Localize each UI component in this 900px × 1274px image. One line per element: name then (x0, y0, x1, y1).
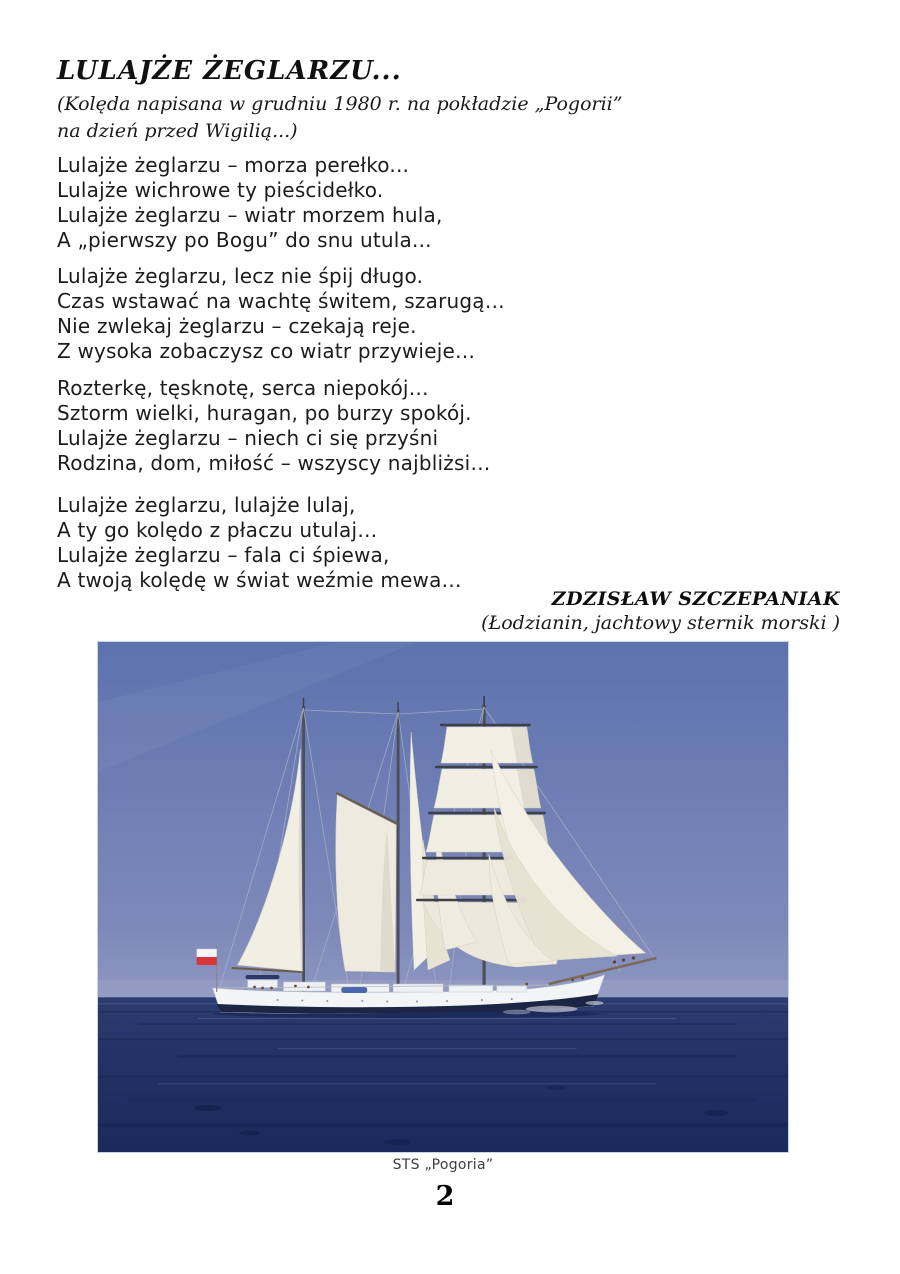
page-number: 2 (435, 1181, 455, 1212)
ship-photo (97, 641, 789, 1153)
subtitle-line-1: (Kolęda napisana w grudniu 1980 r. na pokładzie „Pogorii” (57, 93, 623, 115)
ship-photo-illustration (98, 642, 788, 1152)
poem-line: Lulajże wichrowe ty pieścidełko. (57, 178, 384, 202)
poem-line: A ty go kolędo z płaczu utulaj… (57, 518, 378, 542)
subtitle-line-2: na dzień przed Wigilią...) (57, 120, 298, 142)
author-block (481, 588, 840, 634)
poem-line: Lulajże żeglarzu, lulajże lulaj, (57, 493, 356, 517)
poem-line: Z wysoka zobaczysz co wiatr przywieje… (57, 339, 476, 363)
poem-line: Czas wstawać na wachtę świtem, szarugą… (57, 289, 505, 313)
poem-title: LULAJŻE ŻEGLARZU... (57, 56, 402, 86)
author-note: (Łodzianin, jachtowy sternik morski ) (481, 612, 840, 634)
poem-line: Rozterkę, tęsknotę, serca niepokój… (57, 376, 429, 400)
photo-caption: STS „Pogoria” (392, 1157, 494, 1173)
poem-line: Sztorm wielki, huragan, po burzy spokój. (57, 401, 472, 425)
poem-line: Lulajże żeglarzu – niech ci się przyśni (57, 426, 439, 450)
poem-line: Lulajże żeglarzu – wiatr morzem hula, (57, 203, 443, 227)
stanza-1 (57, 153, 443, 253)
stanza-4 (57, 493, 462, 593)
poem-line: Lulajże żeglarzu – fala ci śpiewa, (57, 543, 390, 567)
poem-line: Lulajże żeglarzu – morza perełko... (57, 153, 410, 177)
stanza-2 (57, 264, 505, 364)
polish-flag (197, 949, 217, 965)
poem-line: A twoją kolędę w świat weźmie mewa… (57, 568, 462, 592)
poem-line: A „pierwszy po Bogu” do snu utula... (57, 228, 432, 252)
author-name: ZDZISŁAW SZCZEPANIAK (551, 588, 840, 610)
poem-line: Lulajże żeglarzu, lecz nie śpij długo. (57, 264, 424, 288)
poem-subtitle (57, 91, 622, 145)
poem-line: Nie zwlekaj żeglarzu – czekają reje. (57, 314, 417, 338)
poem-line: Rodzina, dom, miłość – wszyscy najbliżsi… (57, 451, 491, 475)
stanza-3 (57, 376, 491, 476)
